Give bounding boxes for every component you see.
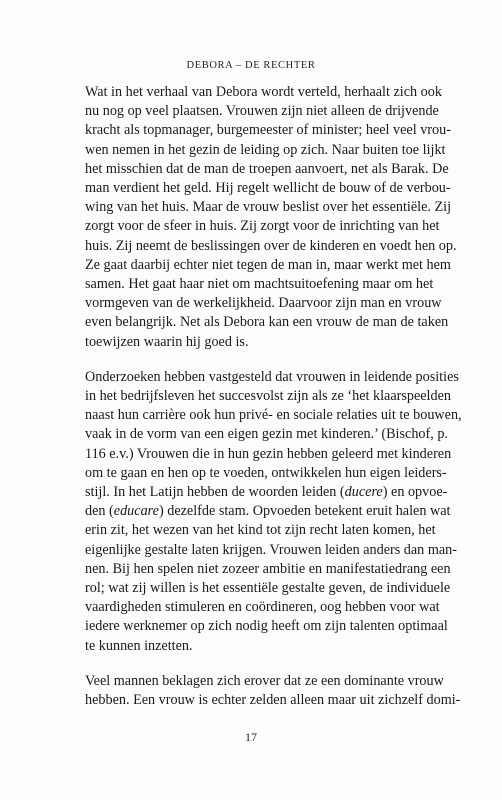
body-text — [85, 83, 462, 710]
text-line: eigenlijke gestalte laten krijgen. Vrouwen leiden anders dan man- — [85, 541, 457, 558]
text-line: Ze gaat daarbij echter niet tegen de man in, maar werkt met hem — [85, 256, 451, 273]
text-line: vaardigheden stimuleren en coördineren, oog hebben voor wat — [85, 599, 440, 616]
paragraph-1 — [85, 83, 457, 352]
text-line: samen. Het gaat haar niet om machtsuitoefening maar om het — [85, 276, 434, 293]
text-line: kracht als topmanager, burgemeester of minister; heel veel vrou- — [85, 122, 451, 139]
text-line: even belangrijk. Net als Debora kan een vrouw de man de taken — [85, 314, 449, 331]
text-line: wing van het huis. Maar de vrouw beslist over het essentiële. Zij — [85, 199, 452, 216]
text-line: te kunnen inzetten. — [85, 637, 193, 654]
text-line: rol; wat zij willen is het essentiële gestalte geven, de individuele — [85, 580, 451, 597]
text-line: den (educare) dezelfde stam. Opvoeden betekent eruit halen wat — [85, 503, 451, 520]
text-line: stijl. In het Latijn hebben de woorden leiden (ducere) en opvoe- — [85, 484, 448, 501]
running-head: DEBORA – DE RECHTER — [186, 60, 316, 71]
text-line: om te gaan en hen op te voeden, ontwikkelen hun eigen leiders- — [85, 464, 447, 481]
text-line: hebben. Een vrouw is echter zelden alleen maar uit zichzelf domi- — [85, 692, 461, 709]
text-line: erin zit, het wezen van het kind tot zijn recht laten komen, het — [85, 522, 436, 539]
page-number: 17 — [245, 730, 257, 744]
text-line: toewijzen waarin hij goed is. — [85, 333, 249, 350]
text-line: huis. Zij neemt de beslissingen over de kinderen en voedt hen op. — [85, 237, 457, 254]
paragraph-2 — [85, 368, 462, 656]
text-line: 116 e.v.) Vrouwen die in hun gezin hebben geleerd met kinderen — [85, 445, 452, 462]
text-line: wen nemen in het gezin de leiding op zich. Naar buiten toe lijkt — [85, 141, 446, 158]
text-line: nu nog op veel plaatsen. Vrouwen zijn niet alleen de drijvende — [85, 103, 439, 120]
text-line: nen. Bij hen spelen niet zozeer ambitie en manifestatiedrang een — [85, 560, 451, 577]
text-line: zorgt voor de sfeer in huis. Zij zorgt voor de inrichting van het — [85, 218, 440, 235]
text-line: iedere werknemer op zich nodig heeft om zijn talenten optimaal — [85, 618, 448, 635]
latin-word: ducere — [344, 484, 383, 501]
text-line: in het bedrijfsleven het succesvolst zijn als ze ‘het klaarspeelden — [85, 388, 451, 405]
text-line: het misschien dat de man de troepen aanvoert, net als Barak. De — [85, 160, 449, 177]
text-line: Veel mannen beklagen zich erover dat ze een dominante vrouw — [85, 672, 444, 689]
text-line: vaak in de vorm van een eigen gezin met kinderen.’ (Bischof, p. — [85, 426, 448, 443]
text-line: Onderzoeken hebben vastgesteld dat vrouwen in leidende posities — [85, 368, 459, 385]
text-line: Wat in het verhaal van Debora wordt verteld, herhaalt zich ook — [85, 84, 442, 100]
text-line: vormgeven van de werkelijkheid. Daarvoor zijn man en vrouw — [85, 295, 442, 312]
text-line: man verdient het geld. Hij regelt wellicht de bouw of de verbou- — [85, 180, 451, 197]
latin-word: educare — [113, 503, 159, 520]
paragraph-3 — [85, 672, 461, 710]
text-line: naast hun carrière ook hun privé- en sociale relaties uit te bouwen, — [85, 407, 462, 424]
